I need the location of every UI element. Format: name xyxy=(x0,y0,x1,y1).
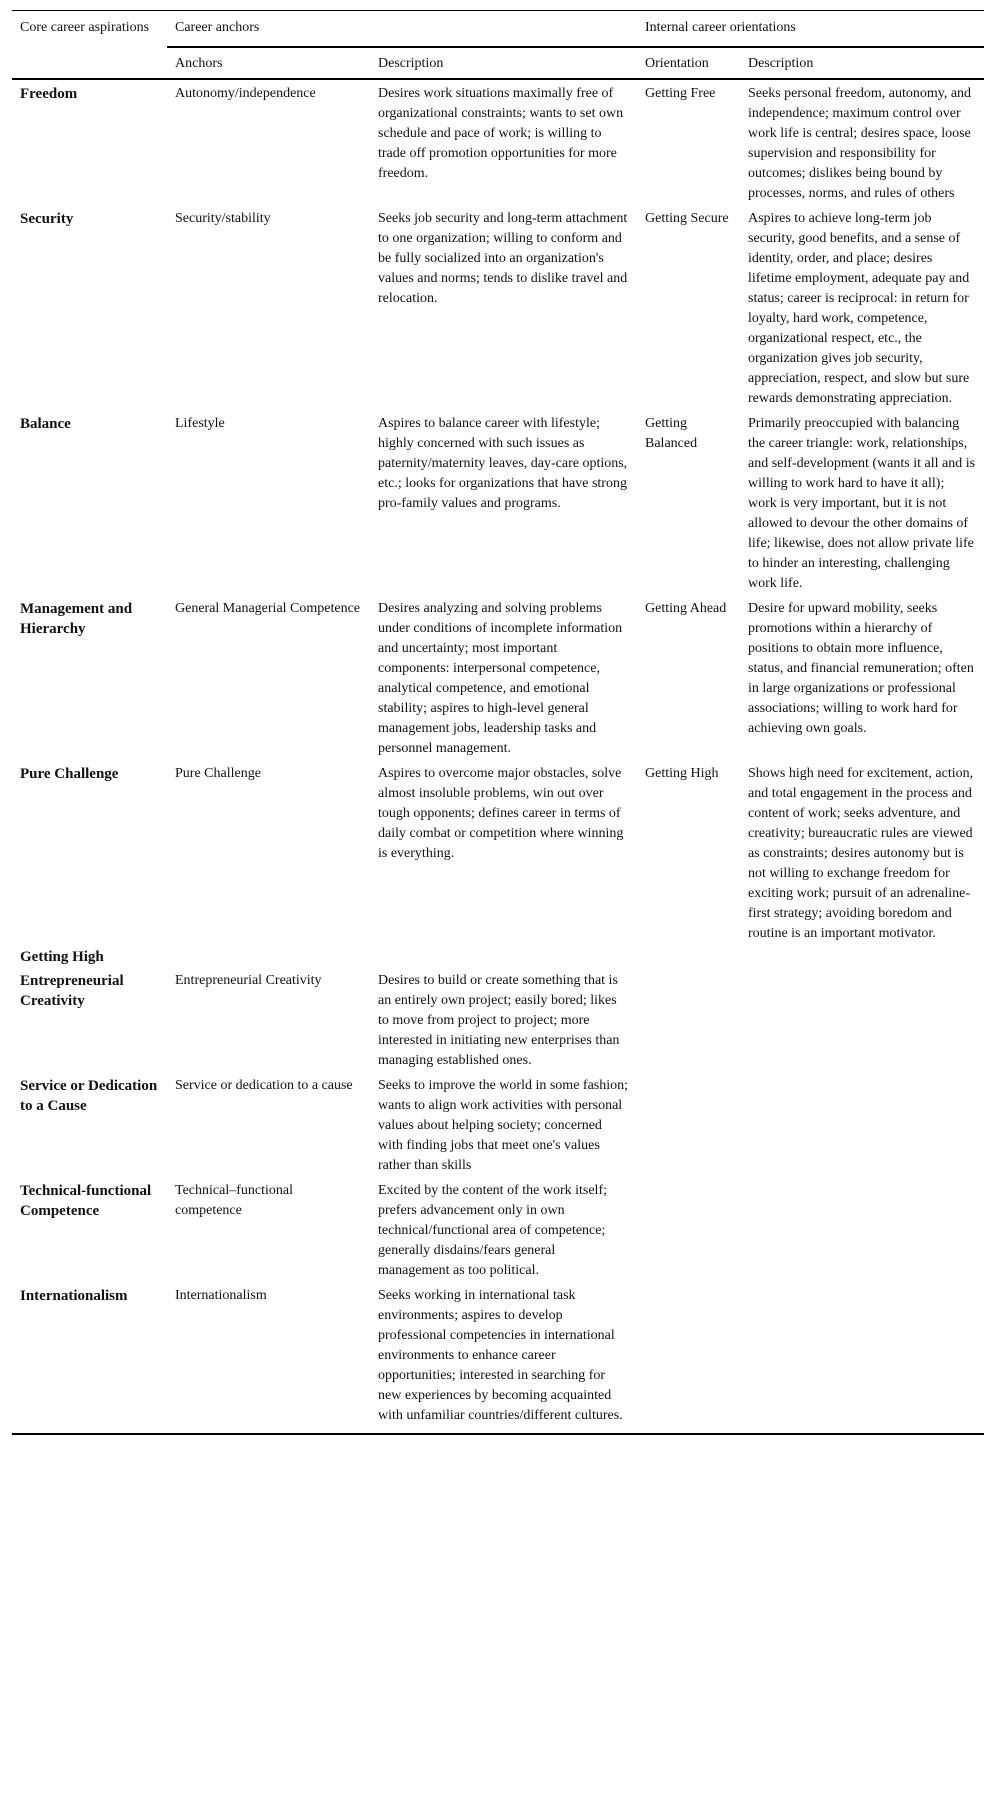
row-orientation-description xyxy=(740,967,984,1072)
row-anchor: Service or dedication to a cause xyxy=(175,1078,353,1093)
row-aspiration: Service or Dedication to a Cause xyxy=(20,1078,158,1114)
table-row xyxy=(12,205,984,410)
career-table-page xyxy=(12,10,984,1435)
row-anchor-description: Desires analyzing and solving problems under conditions of incomplete information and uncertainty; most important components: interpersonal competence, analytical competence, and emotional stability; aspires to high-level general management jobs, leadership tasks and personnel management. xyxy=(378,601,623,756)
table-row xyxy=(12,595,984,760)
table-row xyxy=(12,945,984,967)
row-anchor-description: Seeks job security and long-term attachment to one organization; willing to conform and be fully socialized into an organization's values and norms; tends to dislike travel and relocation. xyxy=(378,211,628,306)
row-anchor: General Managerial Competence xyxy=(175,601,361,616)
row-aspiration: Internationalism xyxy=(12,1282,167,1434)
row-orientation-description xyxy=(740,1282,984,1434)
row-anchor-description: Aspires to overcome major obstacles, solve almost insoluble problems, win out over tough opponents; defines career in terms of daily combat or competition where winning is everything. xyxy=(378,766,624,861)
row-anchor-description: Seeks working in international task environments; aspires to develop professional competencies in international environments to enhance career opportunities; interested in searching for new experiences by becoming acquainted with unfamiliar countries/different cultures. xyxy=(370,1282,637,1434)
row-anchor-description: Desires to build or create something that is an entirely own project; easily bored; likes to move from project to project; more interested in initiating new enterprises than managing established ones. xyxy=(378,973,620,1068)
table-row xyxy=(12,1177,984,1282)
header-orientation-description: Description xyxy=(740,47,984,79)
row-aspiration: Getting High xyxy=(20,949,104,965)
row-aspiration: Freedom xyxy=(20,86,78,102)
table-row xyxy=(12,410,984,595)
row-orientation-description: Shows high need for excitement, action, and total engagement in the process and content of work; seeks adventure, and creativity; bureaucratic rules are viewed as constraints; desires autonomy but is not willing to exchange freedom for exciting work; pursuit of an adrenaline-first strategy; avoiding boredom and routine is an important motivator. xyxy=(748,766,974,941)
row-anchor-description: Excited by the content of the work itself; prefers advancement only in own technical/functional area of competence; generally disdains/fears general management as too political. xyxy=(378,1183,607,1278)
row-anchor: Lifestyle xyxy=(175,416,225,431)
row-anchor: Internationalism xyxy=(167,1282,370,1434)
header-internal-career-orientations: Internal career orientations xyxy=(637,11,984,48)
table-header xyxy=(12,11,984,80)
table-row xyxy=(12,1282,984,1434)
table-row xyxy=(12,1072,984,1177)
row-aspiration: Security xyxy=(20,211,74,227)
row-orientation-description xyxy=(740,945,984,967)
row-orientation xyxy=(637,1177,740,1282)
row-aspiration: Balance xyxy=(20,416,71,432)
career-aspirations-table xyxy=(12,10,984,1435)
row-orientation xyxy=(637,1072,740,1177)
row-anchor: Pure Challenge xyxy=(175,766,261,781)
row-orientation-description xyxy=(740,1177,984,1282)
row-anchor-description: Desires work situations maximally free of organizational constraints; wants to set own schedule and pace of work; is willing to trade off promotion opportunities for more freedom. xyxy=(378,86,624,181)
row-anchor: Technical–functional competence xyxy=(175,1183,293,1218)
row-orientation: Getting Free xyxy=(645,86,716,101)
table-row xyxy=(12,79,984,205)
row-orientation-description xyxy=(740,1072,984,1177)
row-anchor: Autonomy/independence xyxy=(175,86,316,101)
row-orientation-description: Aspires to achieve long-term job security, good benefits, and a sense of identity, order, and place; desires lifetime employment, adequate pay and status; career is reciprocal: in return for loyalty, hard work, competence, organizational respect, etc., the organization gives job security, appreciation, respect, and slow but sure rewards demonstrating appreciation. xyxy=(748,211,970,406)
header-career-anchors: Career anchors xyxy=(167,11,637,48)
row-aspiration: Technical-functional Competence xyxy=(20,1183,152,1219)
header-anchor-description: Description xyxy=(370,47,637,79)
row-orientation: Getting Secure xyxy=(645,211,729,226)
header-core-career-aspirations: Core career aspirations xyxy=(12,11,167,80)
row-anchor: Entrepreneurial Creativity xyxy=(175,973,322,988)
row-orientation: Getting Ahead xyxy=(645,601,727,616)
table-body xyxy=(12,79,984,1434)
table-row xyxy=(12,967,984,1072)
header-orientation: Orientation xyxy=(637,47,740,79)
row-orientation-description: Primarily preoccupied with balancing the career triangle: work, relationships, and self-development (wants it all and is willing to work hard to have it all); work is very important, but it is not allowed to devour the other domains of life; likewise, does not allow private life to hinder an interesting, challenging work life. xyxy=(748,416,976,591)
row-orientation: Getting Balanced xyxy=(645,416,698,451)
table-row xyxy=(12,760,984,945)
row-orientation xyxy=(637,967,740,1072)
row-anchor-description: Seeks to improve the world in some fashion; wants to align work activities with personal values about helping society; concerned with finding jobs that meet one's values rather than skills xyxy=(378,1078,629,1173)
row-anchor: Security/stability xyxy=(175,211,271,226)
row-anchor-description xyxy=(370,945,637,967)
row-anchor xyxy=(167,945,370,967)
row-aspiration: Management and Hierarchy xyxy=(20,601,133,637)
row-orientation: Getting High xyxy=(645,766,719,781)
row-aspiration: Entrepreneurial Creativity xyxy=(20,973,124,1009)
row-orientation xyxy=(637,1282,740,1434)
row-orientation-description: Seeks personal freedom, autonomy, and independence; maximum control over work life is central; desires space, loose supervision and responsibility for outcomes; dislikes being bound by processes, norms, and rules of others xyxy=(748,86,972,201)
row-orientation-description: Desire for upward mobility, seeks promotions within a hierarchy of positions to obtain more influence, status, and financial remuneration; often in large organizations or professional associations; willing to work hard for achieving own goals. xyxy=(748,601,974,736)
header-anchors: Anchors xyxy=(167,47,370,79)
row-orientation xyxy=(637,945,740,967)
row-aspiration: Pure Challenge xyxy=(20,766,119,782)
row-anchor-description: Aspires to balance career with lifestyle; highly concerned with such issues as paternity/maternity leaves, day-care options, etc.; looks for organizations that have strong pro-family values and programs. xyxy=(378,416,628,511)
